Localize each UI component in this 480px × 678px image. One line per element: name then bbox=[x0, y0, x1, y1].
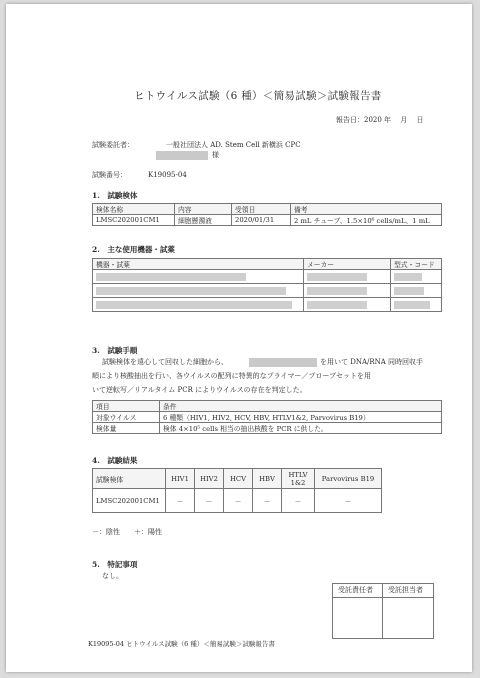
section-1-heading: 1. 試験検体 bbox=[92, 191, 138, 200]
header-cell: メーカー bbox=[304, 259, 391, 270]
condition-cell: 6 種類（HIV1, HIV2, HCV, HBV, HTLV1&2, Parvovirus B19） bbox=[160, 412, 442, 423]
header-cell: HIV2 bbox=[195, 469, 224, 489]
header-cell: 備考 bbox=[291, 204, 442, 215]
item-cell: 検体量 bbox=[93, 423, 160, 434]
maker-cell bbox=[304, 270, 391, 284]
result-cell: － bbox=[282, 489, 315, 513]
header-cell: 機器・試薬 bbox=[93, 259, 304, 270]
stamp-label-manager: 受託責任者 bbox=[338, 586, 373, 594]
client-label: 試験委託者： bbox=[92, 141, 134, 149]
header-cell: HIV1 bbox=[166, 469, 195, 489]
procedure-text-line1a: 試験検体を遠心して回収した細胞から、 bbox=[102, 358, 228, 366]
section-4-heading: 4. 試験結果 bbox=[92, 456, 138, 465]
sample-table bbox=[92, 203, 442, 226]
test-no-label: 試験番号： bbox=[92, 171, 127, 179]
equipment-cell bbox=[93, 298, 304, 312]
redacted-name bbox=[156, 151, 208, 160]
section-2-heading: 2. 主な使用機器・試薬 bbox=[92, 245, 175, 254]
header-cell: 型式・コード bbox=[391, 259, 442, 270]
section-3-heading: 3. 試験手順 bbox=[92, 346, 138, 355]
sample-content-cell: 細胞懸濁液 bbox=[175, 215, 232, 226]
report-page bbox=[6, 4, 472, 672]
model-cell bbox=[391, 298, 442, 312]
redacted-kit-name bbox=[249, 358, 317, 367]
header-cell: HTLV 1&2 bbox=[282, 469, 315, 489]
header-cell: HCV bbox=[224, 469, 253, 489]
result-cell: － bbox=[315, 489, 382, 513]
result-cell: － bbox=[224, 489, 253, 513]
header-cell: 受領日 bbox=[232, 204, 291, 215]
stamp-box bbox=[332, 583, 434, 639]
header-cell: HBV bbox=[253, 469, 282, 489]
procedure-text-line2: 順により核酸抽出を行い、各ウイルスの配列に特異的なプライマー／プローブセットを用 bbox=[92, 372, 371, 380]
equipment-cell bbox=[93, 284, 304, 298]
section-5-heading: 5. 特記事項 bbox=[92, 560, 138, 569]
remarks-text: なし。 bbox=[102, 572, 123, 580]
page-footer: K19095-04 ヒトウイルス試験（6 種）＜簡易試験＞試験報告書 bbox=[88, 640, 275, 648]
condition-cell: 検体 4×10⁵ cells 相当の抽出核酸を PCR に供した。 bbox=[160, 423, 442, 434]
result-sample-cell: LMSC202001CM1 bbox=[93, 489, 166, 513]
result-cell: － bbox=[166, 489, 195, 513]
received-date-cell: 2020/01/31 bbox=[232, 215, 291, 226]
results-table bbox=[92, 468, 382, 513]
test-no-value: K19095-04 bbox=[148, 171, 187, 179]
conditions-table bbox=[92, 400, 442, 434]
header-cell: 試験検体 bbox=[93, 469, 166, 489]
result-cell: － bbox=[195, 489, 224, 513]
report-date: 報告日：2020 年 月 日 bbox=[336, 116, 424, 124]
procedure-text-line3: いて逆転写／リアルタイム PCR によりウイルスの存在を判定した。 bbox=[92, 386, 307, 394]
model-cell bbox=[391, 270, 442, 284]
header-cell: Parvovirus B19 bbox=[315, 469, 382, 489]
sample-name-cell: LMSC202001CM1 bbox=[93, 215, 175, 226]
header-cell: 検体名称 bbox=[93, 204, 175, 215]
equipment-table bbox=[92, 258, 442, 312]
procedure-text-line1b: を用いて DNA/RNA 同時回収手 bbox=[320, 358, 424, 366]
equipment-cell bbox=[93, 270, 304, 284]
maker-cell bbox=[304, 298, 391, 312]
remarks-cell: 2 mL チューブ、1.5×10⁶ cells/mL、1 mL bbox=[291, 215, 442, 226]
header-cell: 条件 bbox=[160, 401, 442, 412]
header-cell: 項目 bbox=[93, 401, 160, 412]
item-cell: 対象ウイルス bbox=[93, 412, 160, 423]
stamp-label-staff: 受託担当者 bbox=[388, 586, 423, 594]
header-cell: 内容 bbox=[175, 204, 232, 215]
client-suffix: 様 bbox=[212, 151, 219, 159]
result-legend: －：陰性 ＋：陽性 bbox=[92, 528, 162, 536]
client-value: 一般社団法人 AD. Stem Cell 新横浜 CPC bbox=[166, 141, 301, 149]
maker-cell bbox=[304, 284, 391, 298]
result-cell: － bbox=[253, 489, 282, 513]
report-title: ヒトウイルス試験（6 種）＜簡易試験＞試験報告書 bbox=[134, 90, 382, 102]
model-cell bbox=[391, 284, 442, 298]
